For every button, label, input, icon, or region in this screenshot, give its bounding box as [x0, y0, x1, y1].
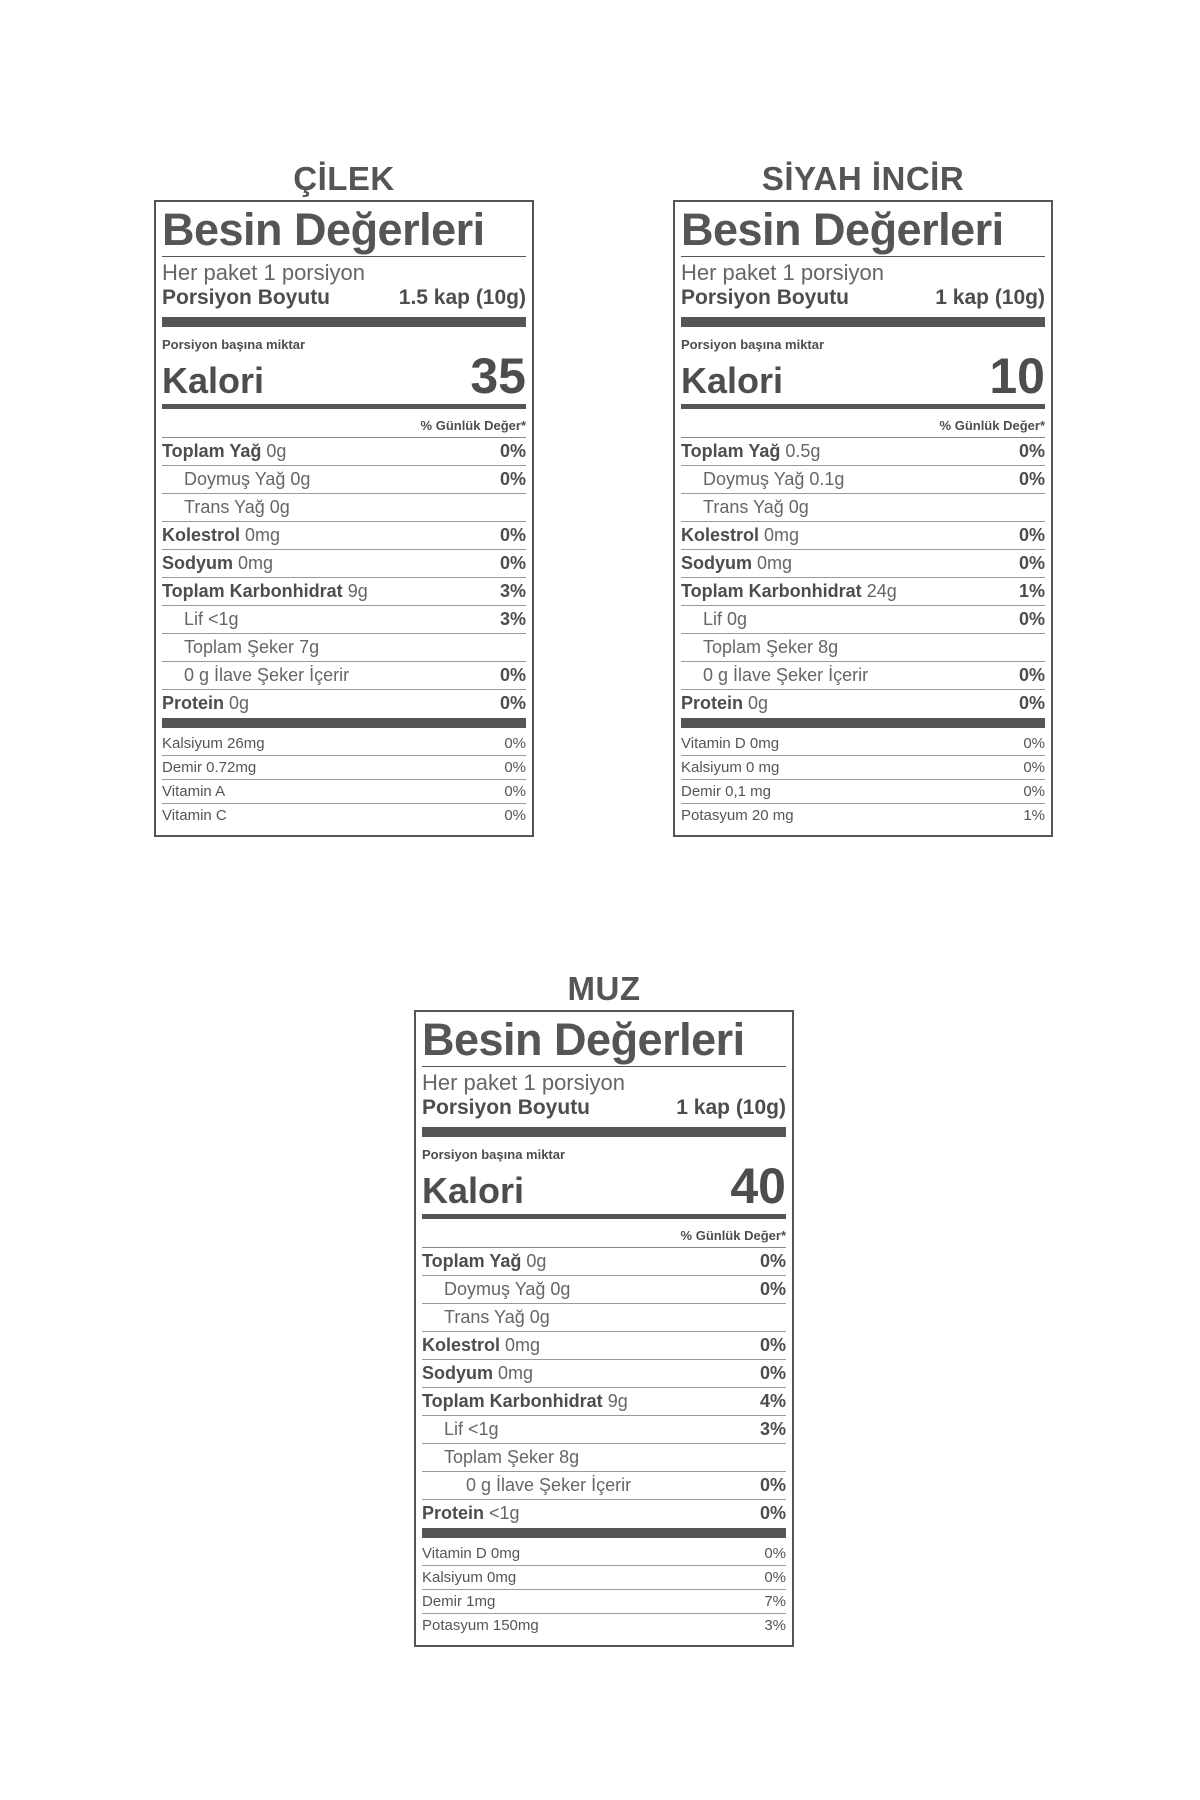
serving-size-label: Porsiyon Boyutu	[162, 286, 331, 309]
thick-divider	[162, 317, 526, 327]
nutrient-amount: 0.5g	[785, 441, 821, 461]
vitamin-daily-value: 0%	[504, 735, 526, 752]
nutrient-daily-value: 0%	[759, 1251, 786, 1271]
nutrient-amount: 9g	[607, 1391, 628, 1411]
nutrient-daily-value: 0%	[499, 693, 526, 713]
vitamin-name: Vitamin D 0mg	[422, 1545, 521, 1562]
nutrient-row	[162, 606, 526, 634]
nutrient-amount: 24g	[866, 581, 897, 601]
label-title: Besin Değerleri	[422, 1014, 745, 1065]
daily-value-header: % Günlük Değer*	[422, 1219, 786, 1248]
vitamin-row	[162, 780, 526, 804]
nutrient-row	[422, 1444, 786, 1472]
nutrient-label	[422, 1360, 533, 1387]
nutrient-name: 0 g İlave Şeker İçerir	[466, 1475, 632, 1495]
vitamin-name: Kalsiyum 26mg	[162, 735, 265, 752]
amount-per-serving: Porsiyon başına miktar	[422, 1147, 566, 1162]
nutrient-name: Lif	[444, 1419, 464, 1439]
thick-divider	[681, 317, 1045, 327]
vitamin-row	[681, 780, 1045, 804]
nutrient-label	[681, 522, 799, 549]
thick-divider	[162, 718, 526, 728]
nutrient-name: Protein	[422, 1503, 485, 1523]
serving-size-label: Porsiyon Boyutu	[422, 1096, 591, 1119]
product-name: ÇİLEK	[293, 160, 395, 197]
calories-row	[162, 348, 526, 404]
nutrient-amount: 0g	[229, 693, 250, 713]
nutrient-label	[162, 606, 239, 633]
nutrient-name: Toplam Karbonhidrat	[422, 1391, 603, 1411]
vitamins-section	[422, 1542, 786, 1637]
divider	[681, 256, 1045, 257]
servings-text: Her paket 1 porsiyon	[681, 260, 884, 285]
nutrient-daily-value: 0%	[499, 525, 526, 545]
vitamin-daily-value: 0%	[1023, 759, 1045, 776]
vitamin-daily-value: 0%	[1023, 783, 1045, 800]
nutrient-label	[681, 690, 768, 717]
nutrient-amount: 0g	[550, 1279, 571, 1299]
nutrient-daily-value: 0%	[1018, 553, 1045, 573]
nutrient-row	[681, 522, 1045, 550]
nutrient-label	[422, 1472, 631, 1499]
calories-label: Kalori	[422, 1170, 525, 1211]
amount-per-serving: Porsiyon başına miktar	[162, 337, 306, 352]
vitamin-daily-value: 0%	[504, 759, 526, 776]
nutrient-daily-value: 0%	[499, 441, 526, 461]
nutrient-label	[162, 522, 280, 549]
thick-divider	[422, 1528, 786, 1538]
nutrient-name: Toplam Yağ	[422, 1251, 522, 1271]
nutrient-amount: 8g	[818, 637, 839, 657]
daily-value-header: % Günlük Değer*	[681, 409, 1045, 438]
nutrient-daily-value: 0%	[759, 1363, 786, 1383]
nutrient-row	[422, 1304, 786, 1332]
nutrient-row	[422, 1500, 786, 1527]
nutrient-name: Kolestrol	[681, 525, 760, 545]
nutrient-row	[422, 1416, 786, 1444]
nutrient-label	[162, 578, 368, 605]
nutrient-daily-value: 0%	[1018, 441, 1045, 461]
calories-label: Kalori	[162, 360, 265, 401]
nutrient-amount: <1g	[468, 1419, 499, 1439]
nutrient-label	[681, 438, 820, 465]
nutrient-name: Toplam Yağ	[681, 441, 781, 461]
nutrient-name: Sodyum	[422, 1363, 494, 1383]
serving-size-label: Porsiyon Boyutu	[681, 286, 850, 309]
thick-divider	[422, 1127, 786, 1137]
nutrient-name: Lif	[184, 609, 204, 629]
nutrient-amount: 0mg	[505, 1335, 541, 1355]
vitamins-section	[681, 732, 1045, 827]
nutrient-name: Protein	[681, 693, 744, 713]
nutrient-label	[162, 466, 310, 493]
nutrient-row	[681, 690, 1045, 717]
calories-value: 40	[730, 1158, 786, 1214]
amount-per-serving: Porsiyon başına miktar	[681, 337, 825, 352]
vitamin-daily-value: 0%	[764, 1569, 786, 1586]
nutrient-amount: 0.1g	[809, 469, 845, 489]
nutrient-daily-value: 0%	[759, 1335, 786, 1355]
nutrition-label-siyah-incir	[673, 160, 1053, 837]
nutrient-row	[681, 606, 1045, 634]
nutrient-row	[162, 578, 526, 606]
nutrient-label	[422, 1444, 579, 1471]
nutrient-label	[162, 550, 273, 577]
serving-size-row	[681, 285, 1045, 311]
nutrient-name: 0 g İlave Şeker İçerir	[184, 665, 350, 685]
nutrient-row	[422, 1360, 786, 1388]
nutrient-row	[422, 1332, 786, 1360]
nutrient-name: Sodyum	[681, 553, 753, 573]
daily-value-header: % Günlük Değer*	[162, 409, 526, 438]
nutrient-name: Protein	[162, 693, 225, 713]
nutrient-name: Toplam Yağ	[162, 441, 262, 461]
nutrient-amount: 0mg	[245, 525, 281, 545]
nutrient-name: Toplam Şeker	[703, 637, 814, 657]
nutrient-amount: 9g	[347, 581, 368, 601]
vitamin-row	[162, 804, 526, 827]
divider	[162, 256, 526, 257]
nutrient-label	[422, 1388, 628, 1415]
calories-value: 35	[470, 348, 526, 404]
nutrient-label	[681, 634, 838, 661]
nutrient-label	[422, 1332, 540, 1359]
thick-divider	[681, 718, 1045, 728]
vitamin-name: Potasyum 20 mg	[681, 807, 794, 824]
vitamin-row	[422, 1542, 786, 1566]
nutrient-name: Toplam Şeker	[444, 1447, 555, 1467]
nutrient-daily-value: 0%	[1018, 469, 1045, 489]
calories-row	[681, 348, 1045, 404]
nutrient-row	[681, 438, 1045, 466]
vitamin-name: Vitamin A	[162, 783, 226, 800]
nutrient-row	[422, 1248, 786, 1276]
nutrient-daily-value: 0%	[499, 553, 526, 573]
label-title: Besin Değerleri	[162, 204, 485, 255]
nutrient-label	[681, 578, 897, 605]
nutrient-row	[681, 550, 1045, 578]
nutrient-name: Trans Yağ	[703, 497, 784, 517]
vitamin-name: Potasyum 150mg	[422, 1617, 539, 1634]
nutrient-daily-value: 0%	[1018, 525, 1045, 545]
nutrient-row	[681, 634, 1045, 662]
nutrient-amount: 8g	[559, 1447, 580, 1467]
serving-size-value: 1 kap (10g)	[935, 286, 1045, 309]
vitamin-name: Demir 0,1 mg	[681, 783, 772, 800]
product-name: SİYAH İNCİR	[761, 160, 965, 197]
label-box	[673, 200, 1053, 837]
nutrient-label	[162, 690, 249, 717]
nutrient-label	[162, 494, 290, 521]
vitamin-row	[162, 756, 526, 780]
nutrient-name: Doymuş Yağ	[703, 469, 805, 489]
nutrient-amount: 0g	[748, 693, 769, 713]
nutrient-name: Doymuş Yağ	[184, 469, 286, 489]
nutrient-name: Doymuş Yağ	[444, 1279, 546, 1299]
nutrient-row	[681, 494, 1045, 522]
vitamin-name: Vitamin D 0mg	[681, 735, 780, 752]
vitamin-name: Demir 0.72mg	[162, 759, 257, 776]
nutrient-row	[162, 466, 526, 494]
nutrient-daily-value: 0%	[759, 1475, 786, 1495]
vitamin-daily-value: 0%	[504, 783, 526, 800]
nutrient-daily-value: 0%	[759, 1503, 786, 1523]
nutrient-row	[162, 550, 526, 578]
serving-size-value: 1 kap (10g)	[676, 1096, 786, 1119]
label-title: Besin Değerleri	[681, 204, 1004, 255]
label-box	[414, 1010, 794, 1647]
serving-size-row	[422, 1095, 786, 1121]
nutrient-amount: 0g	[529, 1307, 550, 1327]
nutrient-name: 0 g İlave Şeker İçerir	[703, 665, 869, 685]
nutrient-amount: 0g	[266, 441, 287, 461]
nutrient-amount: 0mg	[238, 553, 274, 573]
vitamin-row	[681, 732, 1045, 756]
nutrient-label	[422, 1276, 570, 1303]
nutrient-name: Trans Yağ	[444, 1307, 525, 1327]
nutrient-name: Sodyum	[162, 553, 234, 573]
vitamin-row	[681, 756, 1045, 780]
nutrient-amount: 0mg	[764, 525, 800, 545]
nutrient-name: Toplam Karbonhidrat	[162, 581, 343, 601]
vitamin-row	[422, 1566, 786, 1590]
nutrient-label	[162, 634, 319, 661]
nutrition-label-cilek	[154, 160, 534, 837]
vitamin-daily-value: 7%	[764, 1593, 786, 1610]
nutrient-daily-value: 3%	[499, 609, 526, 629]
nutrient-daily-value: 3%	[499, 581, 526, 601]
vitamin-daily-value: 0%	[504, 807, 526, 824]
nutrient-row	[162, 522, 526, 550]
nutrient-daily-value: 0%	[499, 665, 526, 685]
nutrient-row	[162, 662, 526, 690]
vitamin-row	[162, 732, 526, 756]
vitamin-name: Kalsiyum 0 mg	[681, 759, 780, 776]
nutrient-name: Kolestrol	[422, 1335, 501, 1355]
nutrient-name: Kolestrol	[162, 525, 241, 545]
nutrient-daily-value: 0%	[1018, 665, 1045, 685]
nutrient-daily-value: 0%	[499, 469, 526, 489]
nutrient-row	[422, 1388, 786, 1416]
nutrient-label	[422, 1416, 499, 1443]
nutrient-amount: 0g	[269, 497, 290, 517]
nutrient-amount: 0mg	[757, 553, 793, 573]
nutrient-daily-value: 1%	[1018, 581, 1045, 601]
nutrient-row	[681, 662, 1045, 690]
nutrient-row	[422, 1276, 786, 1304]
serving-size-row	[162, 285, 526, 311]
vitamin-row	[422, 1614, 786, 1637]
vitamins-section	[162, 732, 526, 827]
calories-row	[422, 1158, 786, 1214]
vitamin-daily-value: 0%	[1023, 735, 1045, 752]
nutrient-daily-value: 0%	[1018, 693, 1045, 713]
nutrient-row	[162, 690, 526, 717]
nutrient-row	[681, 466, 1045, 494]
serving-size-value: 1.5 kap (10g)	[398, 286, 526, 309]
nutrient-daily-value: 3%	[759, 1419, 786, 1439]
vitamin-row	[681, 804, 1045, 827]
nutrient-amount: <1g	[489, 1503, 520, 1523]
nutrient-daily-value: 4%	[759, 1391, 786, 1411]
nutrient-label	[422, 1248, 546, 1275]
nutrient-amount: 0g	[526, 1251, 547, 1271]
nutrient-name: Toplam Şeker	[184, 637, 295, 657]
nutrient-label	[162, 662, 349, 689]
product-name: MUZ	[567, 970, 641, 1007]
nutrient-amount: 0g	[788, 497, 809, 517]
nutrient-label	[681, 494, 809, 521]
nutrient-label	[422, 1500, 520, 1527]
nutrient-amount: 0g	[727, 609, 748, 629]
nutrient-name: Trans Yağ	[184, 497, 265, 517]
vitamin-daily-value: 3%	[764, 1617, 786, 1634]
nutrient-daily-value: 0%	[1018, 609, 1045, 629]
vitamin-daily-value: 0%	[764, 1545, 786, 1562]
nutrient-label	[681, 550, 792, 577]
nutrient-row	[681, 578, 1045, 606]
nutrient-name: Lif	[703, 609, 723, 629]
nutrient-amount: 0g	[290, 469, 311, 489]
servings-text: Her paket 1 porsiyon	[162, 260, 365, 285]
label-box	[154, 200, 534, 837]
calories-value: 10	[989, 348, 1045, 404]
nutrient-label	[162, 438, 286, 465]
vitamin-name: Kalsiyum 0mg	[422, 1569, 517, 1586]
nutrient-row	[162, 634, 526, 662]
servings-text: Her paket 1 porsiyon	[422, 1070, 625, 1095]
vitamin-name: Demir 1mg	[422, 1593, 496, 1610]
nutrient-row	[162, 438, 526, 466]
vitamin-row	[422, 1590, 786, 1614]
nutrient-label	[422, 1304, 550, 1331]
nutrient-amount: 0mg	[498, 1363, 534, 1383]
nutrient-label	[681, 466, 844, 493]
nutrient-daily-value: 0%	[759, 1279, 786, 1299]
nutrient-name: Toplam Karbonhidrat	[681, 581, 862, 601]
calories-label: Kalori	[681, 360, 784, 401]
nutrient-label	[681, 606, 747, 633]
vitamin-daily-value: 1%	[1023, 807, 1045, 824]
nutrient-label	[681, 662, 868, 689]
nutrient-amount: <1g	[208, 609, 239, 629]
vitamin-name: Vitamin C	[162, 807, 227, 824]
divider	[422, 1066, 786, 1067]
nutrition-label-muz	[414, 970, 794, 1647]
nutrient-row	[422, 1472, 786, 1500]
nutrient-row	[162, 494, 526, 522]
nutrient-amount: 7g	[299, 637, 320, 657]
